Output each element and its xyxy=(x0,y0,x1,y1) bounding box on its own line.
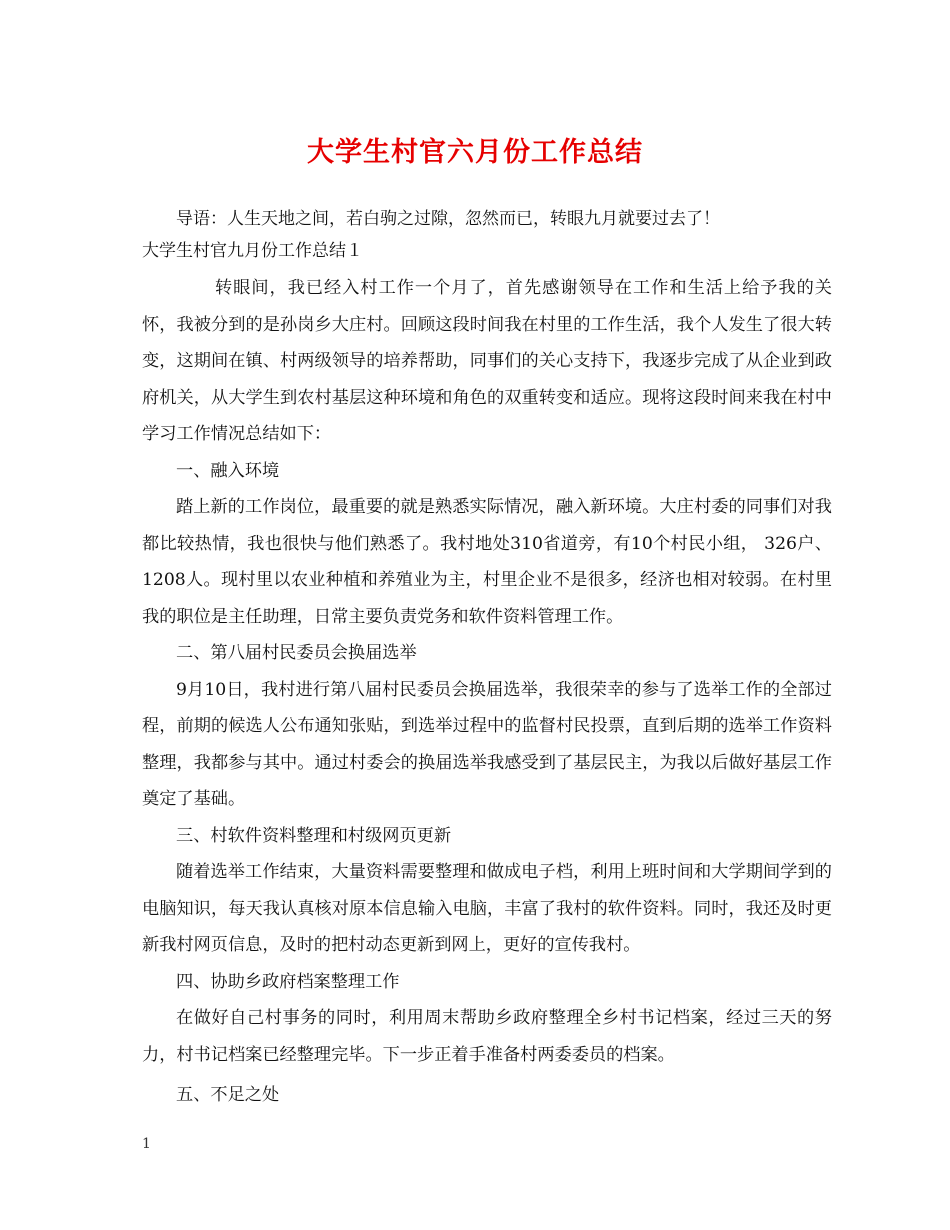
intro-text: 导语：人生天地之间，若白驹之过隙，忽然而已，转眼九月就要过去了！ xyxy=(176,209,720,229)
section-heading-3: 三、村软件资料整理和村级网页更新 xyxy=(176,825,452,846)
paragraph-section-4: 在做好自己村事务的同时，利用周末帮助乡政府整理全乡村书记档案，经过三天的努力，村书记档案已经整理完毕。下一步正着手准备村两委委员的档案。 xyxy=(142,1008,832,1065)
section-heading-4: 四、协助乡政府档案整理工作 xyxy=(176,971,400,992)
page-number: 1 xyxy=(142,1136,151,1152)
paragraph-section-2: 9月10日，我村进行第八届村民委员会换届选举，我很荣幸的参与了选举工作的全部过程，前期的候选人公布通知张贴，到选举过程中的监督村民投票，直到后期的选举工作资料整理，我都参与其中。通过村委会的换届选举我感受到了基层民主，为我以后做好基层工作奠定了基础。 xyxy=(142,679,832,809)
section-heading-1: 一、融入环境 xyxy=(176,460,280,481)
paragraph-opening: 转眼间，我已经入村工作一个月了，首先感谢领导在工作和生活上给予我的关怀，我被分到的是孙岗乡大庄村。回顾这段时间我在村里的工作生活，我个人发生了很大转变，这期间在镇、村两级领导的培养帮助，同事们的关心支持下，我逐步完成了从企业到政府机关，从大学生到农村基层这种环境和角色的双重转变和适应。现将这段时间来我在村中学习工作情况总结如下： xyxy=(142,278,832,444)
section-heading-2: 二、第八届村民委员会换届选举 xyxy=(176,643,417,663)
paragraph-section-3: 随着选举工作结束，大量资料需要整理和做成电子档，利用上班时间和大学期间学到的电脑知识，每天我认真核对原本信息输入电脑，丰富了我村的软件资料。同时，我还及时更新我村网页信息，及时的把村动态更新到网上，更好的宣传我村。 xyxy=(142,862,832,955)
document-body xyxy=(142,270,832,1114)
document-subtitle: 大学生村官九月份工作总结１ xyxy=(142,241,363,261)
document-title: 大学生村官六月份工作总结 xyxy=(307,137,643,168)
section-heading-5: 五、不足之处 xyxy=(176,1085,280,1105)
paragraph-section-1: 踏上新的工作岗位，最重要的就是熟悉实际情况，融入新环境。大庄村委的同事们对我都比较热情，我也很快与他们熟悉了。我村地处310省道旁，有10个村民小组， 326户、1208人。现村里以农业种植和养殖业为主，村里企业不是很多，经济也相对较弱。在村里我的职位是主任助理，日常主要负责党务和软件资料管理工作。 xyxy=(142,497,832,627)
